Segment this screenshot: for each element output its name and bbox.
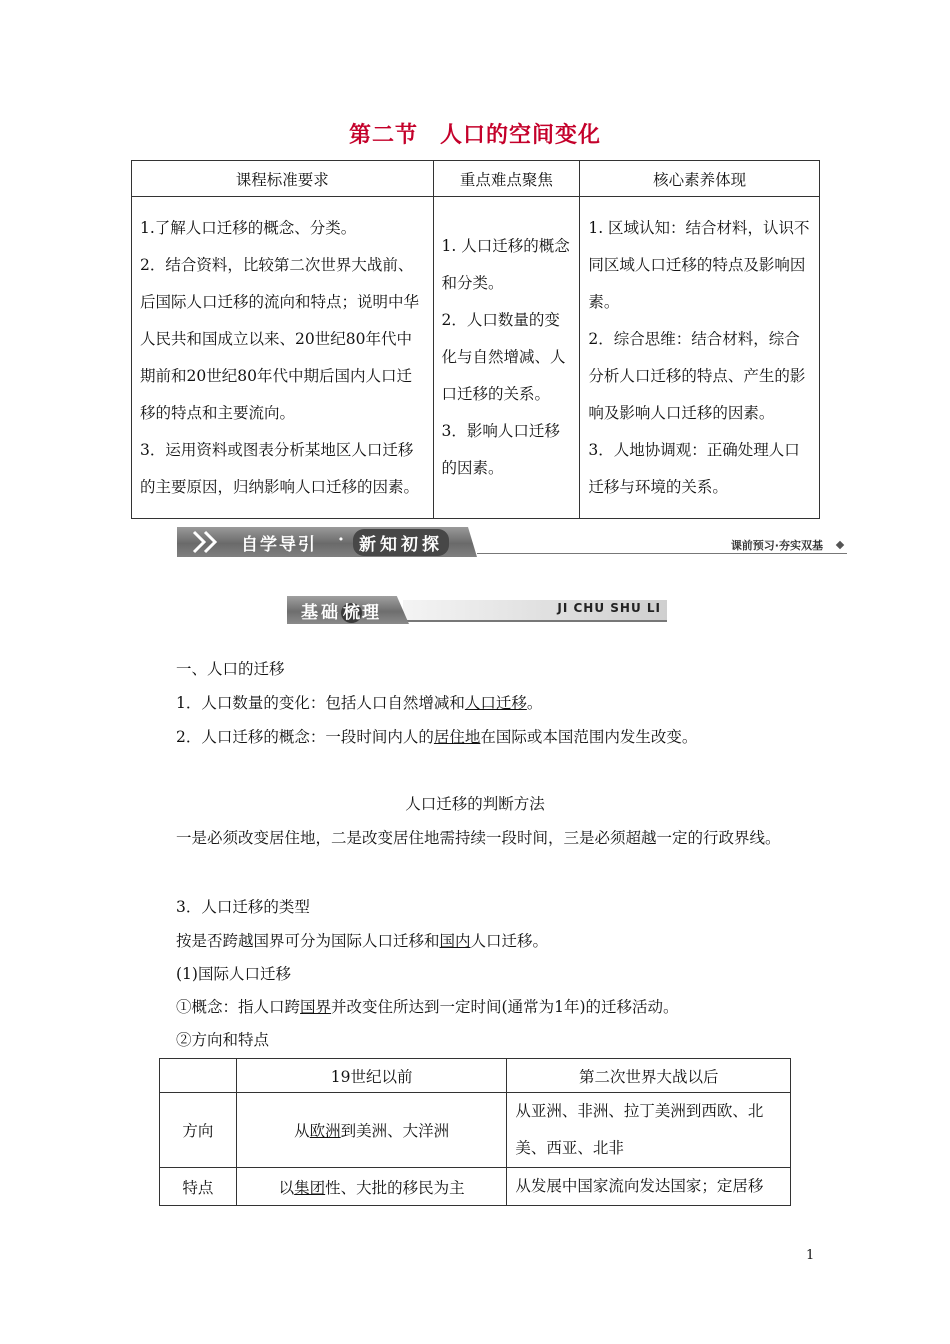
curriculum-item: 3．运用资料或图表分析某地区人口迁移的主要原因，归纳影响人口迁移的因素。	[140, 440, 420, 496]
migration-row-direction	[160, 1093, 791, 1168]
banner-subtitle: 新知初探	[353, 529, 449, 556]
direction-after: 从亚洲、非洲、拉丁美洲到西欧、北美、西亚、北非	[507, 1093, 791, 1168]
title-text: 人口的空间变化	[440, 123, 602, 148]
blank-answer: 国界	[300, 998, 332, 1016]
blank-answer: 居住地	[433, 728, 481, 746]
banner-dot: ·	[338, 530, 344, 550]
paragraph: 3．人口迁移的类型	[176, 898, 310, 916]
literacy-item: 2．综合思维：结合材料，综合分析人口迁移的特点、产生的影响及影响人口迁移的因素。	[588, 329, 806, 422]
blank-answer: 集团	[294, 1178, 326, 1197]
blank-answer: 国内	[439, 932, 471, 950]
row-label: 方向	[160, 1093, 237, 1168]
key-points-cell	[433, 197, 580, 519]
paragraph: 按是否跨越国界可分为国际人口迁移和国内人口迁移。	[176, 932, 549, 950]
curriculum-item: 1.了解人口迁移的概念、分类。	[140, 218, 357, 237]
paragraph: 2．人口迁移的概念：一段时间内人的居住地在国际或本国范围内发生改变。	[176, 728, 698, 746]
standards-table	[131, 160, 820, 519]
blank-answer: 欧洲	[309, 1122, 341, 1140]
banner-right-text: 课前预习·夯实双基	[730, 539, 823, 552]
header-empty	[160, 1059, 237, 1093]
double-chevron-icon	[191, 530, 227, 554]
key-point-item: 2．人口数量的变化与自然增减、人口迁移的关系。	[441, 311, 566, 403]
banner-english: JI CHU SHU LI	[557, 601, 661, 615]
standards-body-row	[132, 197, 820, 519]
page-number: 1	[806, 1248, 815, 1263]
header-core-literacy: 核心素养体现	[580, 161, 820, 197]
literacy-item: 1. 区域认知：结合材料，认识不同区域人口迁移的特点及影响因素。	[588, 218, 810, 311]
migration-table	[159, 1058, 791, 1206]
header-curriculum: 课程标准要求	[132, 161, 434, 197]
header-before-19c: 19世纪以前	[236, 1059, 507, 1093]
banner-title: 自学导引	[241, 535, 317, 555]
header-key-points: 重点难点聚焦	[433, 161, 580, 197]
note-title: 人口迁移的判断方法	[405, 795, 545, 813]
row-label: 特点	[160, 1168, 237, 1206]
curriculum-cell	[132, 197, 434, 519]
direction-before: 从欧洲到美洲、大洋洲	[236, 1093, 507, 1168]
title-section: 第二节	[348, 123, 418, 148]
migration-row-features	[160, 1168, 791, 1206]
section-banner-basics	[287, 596, 667, 626]
header-after-ww2: 第二次世界大战以后	[507, 1059, 791, 1093]
paragraph: (1)国际人口迁移	[176, 965, 291, 983]
literacy-item: 3．人地协调观：正确处理人口迁移与环境的关系。	[588, 440, 800, 496]
banner-divider	[477, 553, 847, 554]
features-before: 以集团性、大批的移民为主	[236, 1168, 507, 1206]
standards-header-row	[132, 161, 820, 197]
blank-answer: 人口迁移	[464, 694, 527, 712]
note-text: 一是必须改变居住地，二是改变居住地需持续一段时间，三是必须超越一定的行政界线。	[176, 829, 781, 847]
features-after: 从发展中国家流向发达国家；定居移	[507, 1168, 791, 1206]
section-banner-self-study	[177, 527, 849, 559]
paragraph: ②方向和特点	[176, 1031, 270, 1049]
curriculum-item: 2．结合资料，比较第二次世界大战前、后国际人口迁移的流向和特点；说明中华人民共和国成立以来、20世纪80年代中期前和20世纪80年代中期后国内人口迁移的特点和主要流向。	[140, 255, 420, 422]
banner-title: 基础 梳 理	[301, 603, 382, 623]
migration-header-row	[160, 1059, 791, 1093]
diamond-icon	[836, 541, 844, 549]
core-literacy-cell	[580, 197, 820, 519]
paragraph: 1．人口数量的变化：包括人口自然增减和人口迁移。	[176, 694, 543, 712]
section-heading: 一、人口的迁移	[176, 660, 285, 678]
key-point-item: 1. 人口迁移的概念和分类。	[441, 237, 570, 292]
page-title	[0, 118, 950, 149]
paragraph: ①概念：指人口跨国界并改变住所达到一定时间(通常为1年)的迁移活动。	[176, 998, 679, 1016]
key-point-item: 3．影响人口迁移的因素。	[441, 422, 560, 477]
